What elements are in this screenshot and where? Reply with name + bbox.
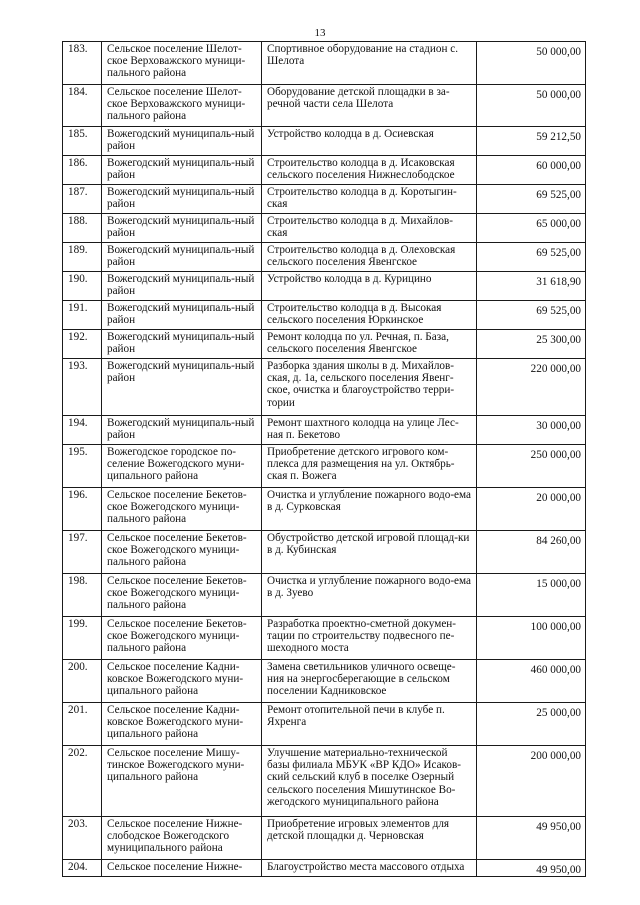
- amount-value: 460 000,00: [530, 664, 581, 676]
- amount-cell: [477, 185, 586, 214]
- recipient-cell: Сельское поселение Бекетов-ское Вожегодского муници-пального района: [102, 617, 262, 660]
- recipient-cell: Вожегодский муниципаль-ный район: [102, 185, 262, 214]
- recipient-cell: Сельское поселение Кадни-ковское Вожегодского муни-ципального района: [102, 660, 262, 703]
- recipient-cell: Сельское поселение Бекетов-ское Вожегодского муници-пального района: [102, 488, 262, 531]
- table-row: [63, 214, 586, 243]
- amount-value: 250 000,00: [530, 449, 581, 461]
- table-row: [63, 156, 586, 185]
- table-row: [63, 416, 586, 445]
- recipient-cell: Сельское поселение Бекетов-ское Вожегодского муници-пального района: [102, 574, 262, 617]
- purpose-cell: Очистка и углубление пожарного водо-ема в д. Сурковская: [262, 488, 477, 531]
- amount-value: 20 000,00: [536, 492, 581, 504]
- amount-value: 59 212,50: [536, 131, 581, 143]
- amount-cell: [477, 416, 586, 445]
- purpose-cell: Строительство колодца в д. Высокая сельского поселения Юркинское: [262, 301, 477, 330]
- registry-table-body: [63, 42, 586, 877]
- amount-value: 84 260,00: [536, 535, 581, 547]
- row-number: 201.: [63, 703, 102, 746]
- page-number: 13: [314, 27, 326, 39]
- recipient-cell: Вожегодский муниципаль-ный район: [102, 359, 262, 416]
- table-row: [63, 660, 586, 703]
- row-number: 190.: [63, 272, 102, 301]
- table-row: [63, 488, 586, 531]
- recipient-cell: Вожегодский муниципаль-ный район: [102, 127, 262, 156]
- recipient-cell: Вожегодский муниципаль-ный район: [102, 243, 262, 272]
- table-row: [63, 445, 586, 488]
- row-number: 189.: [63, 243, 102, 272]
- row-number: 194.: [63, 416, 102, 445]
- table-row: [63, 185, 586, 214]
- table-row: [63, 574, 586, 617]
- table-row: [63, 85, 586, 127]
- recipient-cell: Вожегодское городское по-селение Вожегодского муни-ципального района: [102, 445, 262, 488]
- recipient-cell: Сельское поселение Нижне-: [102, 860, 262, 877]
- row-number: 192.: [63, 330, 102, 359]
- table-row: [63, 42, 586, 85]
- recipient-cell: Сельское поселение Мишу-тинское Вожегодского муни-ципального района: [102, 746, 262, 817]
- row-number: 195.: [63, 445, 102, 488]
- amount-cell: [477, 156, 586, 185]
- amount-value: 50 000,00: [536, 46, 581, 58]
- amount-value: 69 525,00: [536, 247, 581, 259]
- amount-value: 25 000,00: [536, 707, 581, 719]
- amount-cell: [477, 42, 586, 85]
- amount-cell: [477, 214, 586, 243]
- row-number: 193.: [63, 359, 102, 416]
- amount-cell: [477, 817, 586, 860]
- table-row: [63, 817, 586, 860]
- row-number: 198.: [63, 574, 102, 617]
- amount-cell: [477, 703, 586, 746]
- purpose-cell: Ремонт колодца по ул. Речная, п. База, сельского поселения Явенгское: [262, 330, 477, 359]
- amount-cell: [477, 574, 586, 617]
- row-number: 200.: [63, 660, 102, 703]
- amount-value: 220 000,00: [530, 363, 581, 375]
- table-row: [63, 617, 586, 660]
- amount-cell: [477, 301, 586, 330]
- amount-value: 49 950,00: [536, 821, 581, 833]
- purpose-cell: Оборудование детской площадки в за-речной части села Шелота: [262, 85, 477, 127]
- amount-cell: [477, 445, 586, 488]
- purpose-cell: Строительство колодца в д. Исаковская сельского поселения Нижнеслободское: [262, 156, 477, 185]
- table-row: [63, 272, 586, 301]
- purpose-cell: Приобретение игровых элементов для детской площадки д. Черновская: [262, 817, 477, 860]
- amount-cell: [477, 359, 586, 416]
- recipient-cell: Сельское поселение Нижне-слободское Вожегодского муниципального района: [102, 817, 262, 860]
- purpose-cell: Устройство колодца в д. Осиевская: [262, 127, 477, 156]
- row-number: 188.: [63, 214, 102, 243]
- recipient-cell: Вожегодский муниципаль-ный район: [102, 156, 262, 185]
- table-row: [63, 703, 586, 746]
- amount-cell: [477, 127, 586, 156]
- recipient-cell: Сельское поселение Шелот-ское Верховажского муници-пального района: [102, 85, 262, 127]
- amount-value: 15 000,00: [536, 578, 581, 590]
- amount-value: 31 618,90: [536, 276, 581, 288]
- table-row: [63, 746, 586, 817]
- table-row: [63, 531, 586, 574]
- amount-value: 69 525,00: [536, 189, 581, 201]
- row-number: 199.: [63, 617, 102, 660]
- row-number: 202.: [63, 746, 102, 817]
- table-row: [63, 243, 586, 272]
- row-number: 186.: [63, 156, 102, 185]
- row-number: 196.: [63, 488, 102, 531]
- purpose-cell: Строительство колодца в д. Коротыгин-ская: [262, 185, 477, 214]
- amount-value: 60 000,00: [536, 160, 581, 172]
- table-row: [63, 301, 586, 330]
- amount-cell: [477, 531, 586, 574]
- purpose-cell: Разборка здания школы в д. Михайлов-ская, д. 1а, сельского поселения Явенг-ское, очистка и благоустройство терри-тории: [262, 359, 477, 416]
- amount-value: 30 000,00: [536, 420, 581, 432]
- row-number: 184.: [63, 85, 102, 127]
- purpose-cell: Благоустройство места массового отдыха: [262, 860, 477, 877]
- registry-table: [62, 41, 586, 877]
- purpose-cell: Очистка и углубление пожарного водо-ема в д. Зуево: [262, 574, 477, 617]
- recipient-cell: Вожегодский муниципаль-ный район: [102, 272, 262, 301]
- purpose-cell: Разработка проектно-сметной докумен-тации по строительству подвесного пе-шеходного моста: [262, 617, 477, 660]
- purpose-cell: Устройство колодца в д. Курицино: [262, 272, 477, 301]
- purpose-cell: Обустройство детской игровой площад-ки в д. Кубинская: [262, 531, 477, 574]
- amount-cell: [477, 660, 586, 703]
- row-number: 191.: [63, 301, 102, 330]
- amount-cell: [477, 860, 586, 877]
- row-number: 197.: [63, 531, 102, 574]
- row-number: 183.: [63, 42, 102, 85]
- table-row: [63, 359, 586, 416]
- recipient-cell: Вожегодский муниципаль-ный район: [102, 330, 262, 359]
- table-row: [63, 127, 586, 156]
- amount-cell: [477, 243, 586, 272]
- row-number: 185.: [63, 127, 102, 156]
- table-row: [63, 330, 586, 359]
- amount-cell: [477, 85, 586, 127]
- amount-value: 200 000,00: [530, 750, 581, 762]
- amount-cell: [477, 330, 586, 359]
- amount-value: 65 000,00: [536, 218, 581, 230]
- table-row: [63, 860, 586, 877]
- recipient-cell: Вожегодский муниципаль-ный район: [102, 301, 262, 330]
- purpose-cell: Спортивное оборудование на стадион с. Шелота: [262, 42, 477, 85]
- purpose-cell: Строительство колодца в д. Олеховская сельского поселения Явенгское: [262, 243, 477, 272]
- recipient-cell: Сельское поселение Шелот-ское Верховажского муници-пального района: [102, 42, 262, 85]
- amount-value: 100 000,00: [530, 621, 581, 633]
- recipient-cell: Сельское поселение Кадни-ковское Вожегодского муни-ципального района: [102, 703, 262, 746]
- amount-value: 69 525,00: [536, 305, 581, 317]
- amount-value: 25 300,00: [536, 334, 581, 346]
- amount-cell: [477, 488, 586, 531]
- recipient-cell: Сельское поселение Бекетов-ское Вожегодского муници-пального района: [102, 531, 262, 574]
- purpose-cell: Замена светильников уличного освеще-ния на энергосберегающие в сельском поселении Кадниковское: [262, 660, 477, 703]
- amount-value: 49 950,00: [536, 864, 581, 876]
- purpose-cell: Улучшение материально-технической базы филиала МБУК «ВР КДО» Исаков-ский сельский клуб в поселке Озерный сельского поселения Мишутинское Во-жегодского муниципального района: [262, 746, 477, 817]
- row-number: 204.: [63, 860, 102, 877]
- recipient-cell: Вожегодский муниципаль-ный район: [102, 416, 262, 445]
- row-number: 187.: [63, 185, 102, 214]
- row-number: 203.: [63, 817, 102, 860]
- amount-cell: [477, 617, 586, 660]
- amount-cell: [477, 746, 586, 817]
- amount-cell: [477, 272, 586, 301]
- purpose-cell: Строительство колодца в д. Михайлов-ская: [262, 214, 477, 243]
- recipient-cell: Вожегодский муниципаль-ный район: [102, 214, 262, 243]
- purpose-cell: Ремонт отопительной печи в клубе п. Яхренга: [262, 703, 477, 746]
- purpose-cell: Приобретение детского игрового ком-плекса для размещения на ул. Октябрь-ская п. Вожега: [262, 445, 477, 488]
- purpose-cell: Ремонт шахтного колодца на улице Лес-ная п. Бекетово: [262, 416, 477, 445]
- amount-value: 50 000,00: [536, 89, 581, 101]
